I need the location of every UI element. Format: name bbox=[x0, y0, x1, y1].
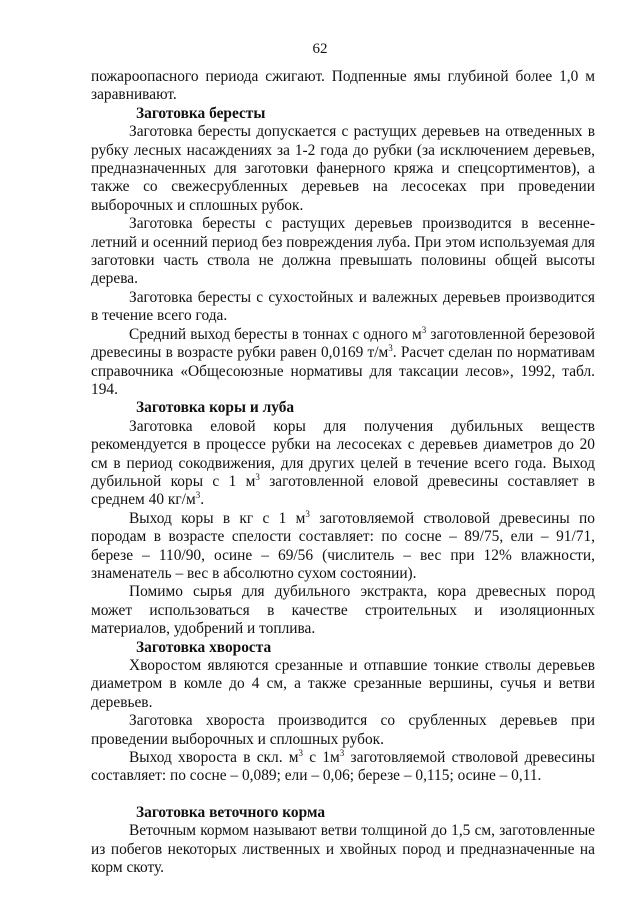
paragraph-text: Заготовка еловой коры для получения дубильных веществ рекомендуется в процессе рубки на лесосеках с деревьев диаметров до 20 см в период сокодвижения, для других целей в течение всего года. Выход дубильной коры с 1 м bbox=[91, 417, 595, 490]
paragraph bbox=[91, 712, 595, 749]
paragraph-text: Заготовка бересты с растущих деревьев производится в весенне-летний и осенний период без повреждения луба. При этом используемая для заготовки часть ствола не должна превышать половины общей высоты дерева. bbox=[91, 215, 595, 288]
section-heading: Заготовка веточного корма bbox=[136, 803, 326, 821]
paragraph bbox=[91, 583, 595, 638]
superscript: 3 bbox=[255, 471, 260, 482]
paragraph-text: Выход коры в кг с 1 м bbox=[129, 509, 306, 527]
section-heading: Заготовка хвороста bbox=[136, 638, 272, 656]
paragraph-text: заготовленной березовой древесины в возрасте рубки равен 0,0169 т/м bbox=[91, 325, 595, 362]
paragraph-text: Помимо сырья для дубильного экстракта, кора древесных пород может использоваться в качестве строительных и изоляционных материалов, удобрений и топлива. bbox=[91, 583, 595, 638]
paragraph-text: Хворостом являются срезанные и отпавшие тонкие стволы деревьев диаметром в комле до 4 см, а также срезанные вершины, сучья и ветви деревьев. bbox=[91, 657, 595, 711]
blank-line bbox=[91, 786, 595, 804]
paragraph bbox=[91, 215, 595, 289]
superscript: 3 bbox=[305, 508, 310, 519]
paragraph-text: Средний выход бересты в тоннах с одного м bbox=[129, 325, 422, 343]
paragraph-text: . bbox=[200, 491, 205, 509]
paragraph bbox=[91, 510, 595, 584]
paragraph bbox=[91, 749, 595, 786]
paragraph-text: Веточным кормом называют ветви толщиной до 1,5 см, заготовленные из побегов некоторых лиственных и хвойных пород и предназначенные на корм скоту. bbox=[91, 822, 595, 877]
paragraph-text: пожароопасного периода сжигают. Подпенные ямы глубиной более 1,0 м заравнивают. bbox=[91, 68, 595, 104]
superscript: 3 bbox=[421, 324, 427, 335]
superscript: 3 bbox=[388, 342, 393, 353]
superscript: 3 bbox=[298, 747, 304, 758]
paragraph-text: Заготовка бересты допускается с растущих деревьев на отведенных в рубку лесных насаждениях за 1-2 года до рубки (за исключением деревьев, предназначенных для заготовки фанерного кряжа и спецсортиментов), а также со свежесрубленных деревьев на лесосеках при проведении выборочных и сплошных рубок. bbox=[91, 123, 595, 214]
page-content bbox=[91, 68, 595, 877]
paragraph bbox=[91, 68, 595, 105]
paragraph-text: Выход хвороста в скл. м bbox=[129, 749, 299, 767]
paragraph-text: Заготовка бересты с сухостойных и валежных деревьев производится в течение всего года. bbox=[91, 288, 595, 325]
paragraph bbox=[91, 123, 595, 215]
superscript: 3 bbox=[339, 747, 345, 758]
section-heading: Заготовка бересты bbox=[136, 104, 266, 122]
paragraph-text: заготовляемой стволовой древесины составляет: по сосне – 0,089; ели – 0,06; березе – 0,115; осине – 0,11. bbox=[91, 749, 595, 785]
superscript: 3 bbox=[195, 490, 201, 501]
paragraph bbox=[91, 289, 595, 326]
paragraph bbox=[91, 657, 595, 712]
paragraph-text: заготовленной еловой древесины составляет в среднем 40 кг/м bbox=[91, 472, 595, 509]
paragraph bbox=[91, 326, 595, 400]
paragraph bbox=[91, 822, 595, 877]
section-heading: Заготовка коры и луба bbox=[136, 399, 295, 417]
paragraph-text: заготовляемой стволовой древесины по породам в возрасте спелости составляет: по сосне – 89/75, ели – 91/71, березе – 110/90, осине – 69/56 (числитель – вес при 12% влажности, знаменатель – вес в абсолютно сухом состоянии). bbox=[91, 509, 595, 582]
paragraph-text: Заготовка хвороста производится со срубленных деревьев при проведении выборочных и сплошных рубок. bbox=[91, 712, 595, 748]
page-number: 62 bbox=[312, 41, 328, 57]
paragraph-text: . Расчет сделан по нормативам справочника «Общесоюзные нормативы для таксации лесов», 1992, табл. 194. bbox=[91, 344, 595, 398]
paragraph-text: с 1м bbox=[303, 749, 340, 767]
paragraph bbox=[91, 418, 595, 510]
